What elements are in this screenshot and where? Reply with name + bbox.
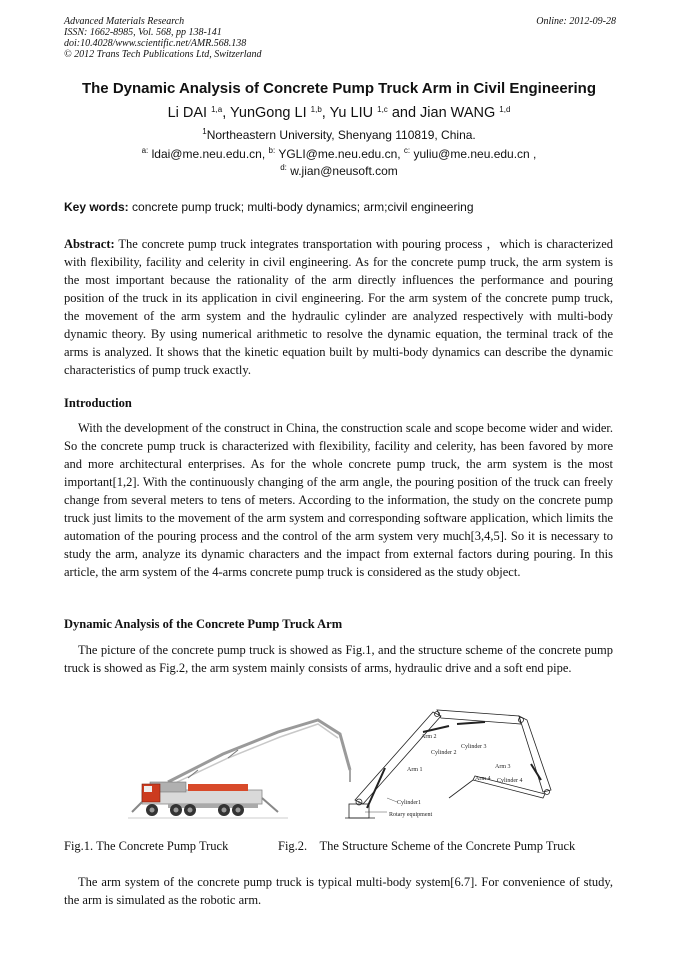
label-arm-1: Arm 1 [407, 767, 423, 773]
issn-line: ISSN: 1662-8985, Vol. 568, pp 138-141 [64, 27, 222, 38]
email-list [40, 147, 638, 161]
online-date: Online: 2012-09-28 [536, 16, 616, 27]
author-affil-sup: 1,a [211, 105, 223, 114]
author-name: YunGong LI [230, 105, 311, 121]
figure-2-caption: Fig.2. The Structure Scheme of the Concrete Pump Truck [278, 839, 576, 853]
author-name: Jian WANG [420, 105, 500, 121]
author-affil-sup: 1,b [310, 105, 322, 114]
email-sup: b: [268, 146, 276, 155]
author-affil-sup: 1,d [499, 105, 511, 114]
email-link[interactable]: YGLI@me.neu.edu.cn, [275, 147, 404, 161]
email-link[interactable]: w.jian@neusoft.com [286, 164, 398, 178]
dynamic-analysis-paragraph: The picture of the concrete pump truck is showed as Fig.1, and the structure scheme of the concrete pump truck is showed as Fig.2, the arm system mainly consists of arms, hydraulic drive and a soft end pipe. [64, 643, 613, 675]
affiliation-text: Northeastern University, Shenyang 110819, China. [206, 128, 476, 142]
keywords [64, 200, 616, 214]
journal-header [64, 16, 616, 60]
email-sup: d: [280, 163, 287, 172]
label-cylinder-2: Cylinder 2 [431, 750, 457, 756]
introduction-paragraph: With the development of the construct in China, the construction scale and scope become wider and wider. So the concrete pump truck is characterized with flexibility, facility and celerity, has been favored by more and more architectural enterprises. As for the whole concrete pump truck, the arm system is the most important[1,2]. With the continuously changing of the arm angle, the pouring position of the truck can freely change from several meters to tens of meters. According to the information, the study on the concrete pump truck just limits to the movement of the arm system and corresponding software application, which limits the automation of the pouring process and the control of the arm system very much[3,4,5]. So it is necessary to study the arm, analyze its dynamic characters and the impact from external factors during pouring. In this article, the arm system of the 4-arms concrete pump truck is considered as the study object. [64, 421, 613, 579]
author-separator: , [222, 105, 231, 121]
author-separator: , [321, 105, 330, 121]
doi-line: doi:10.4028/www.scientific.net/AMR.568.138 [64, 38, 247, 49]
label-cylinder-3: Cylinder 3 [461, 744, 487, 750]
author-affil-sup: 1,c [377, 105, 388, 114]
copyright-line: © 2012 Trans Tech Publications Ltd, Switzerland [64, 49, 262, 60]
label-arm-4: Arm 4 [475, 776, 491, 782]
email-link[interactable]: yuliu@me.neu.edu.cn , [410, 147, 537, 161]
email-sup: c: [403, 146, 411, 155]
abstract-label: Abstract: [64, 237, 115, 251]
email-sup: a: [141, 146, 149, 155]
email-list-line2 [40, 164, 638, 178]
closing-paragraph: The arm system of the concrete pump truck is typical multi-body system[6.7]. For convenience of study, the arm is simulated as the robotic arm. [64, 875, 613, 907]
label-cylinder-4: Cylinder 4 [497, 778, 523, 784]
figure-1-caption: Fig.1. The Concrete Pump Truck [64, 839, 229, 853]
author-name: Li DAI [167, 105, 212, 121]
paper-title: The Dynamic Analysis of Concrete Pump Truck Arm in Civil Engineering [81, 80, 596, 97]
dynamic-analysis-heading: Dynamic Analysis of the Concrete Pump Truck Arm [64, 617, 343, 631]
label-arm-3: Arm 3 [495, 764, 511, 770]
abstract-text: The concrete pump truck integrates transportation with pouring process ，which is characterized with flexibility, facility and celerity in civil engineering. As for the concrete pump truck, the arm system is the most important because the rationality of the arm directly influences the performance and pouring position of the truck in its application in civil engineering. For the arm system of the concrete pump truck, the movement of the arm system and the hydraulic cylinder are analyzed respectively with multi-body dynamic theory. By using numerical arithmetic to resolve the dynamic equation, the terminal track of the arms is analyzed. It shows that the kinetic equation built by multi-body dynamics can describe the dynamic characteristics of pump truck exactly. [64, 237, 613, 377]
author-separator: and [387, 105, 421, 121]
label-cylinder-1: Cylinder1 [397, 800, 421, 806]
keywords-text: concrete pump truck; multi-body dynamics; arm;civil engineering [128, 200, 474, 214]
author-list [40, 105, 638, 121]
abstract [64, 235, 613, 379]
email-link[interactable]: ldai@me.neu.edu.cn, [148, 147, 269, 161]
figure-2-structure-scheme [345, 708, 557, 828]
keywords-label: Key words: [64, 200, 129, 214]
journal-name: Advanced Materials Research [64, 16, 185, 27]
figure-1-pump-truck [128, 712, 354, 828]
label-arm-2: Arm 2 [421, 734, 437, 740]
affiliation-sup: 1 [202, 127, 207, 136]
author-name: Yu LIU [329, 105, 378, 121]
introduction-heading: Introduction [64, 396, 132, 410]
label-rotary-equipment: Rotary equipment [389, 812, 433, 818]
affiliation [40, 128, 638, 142]
